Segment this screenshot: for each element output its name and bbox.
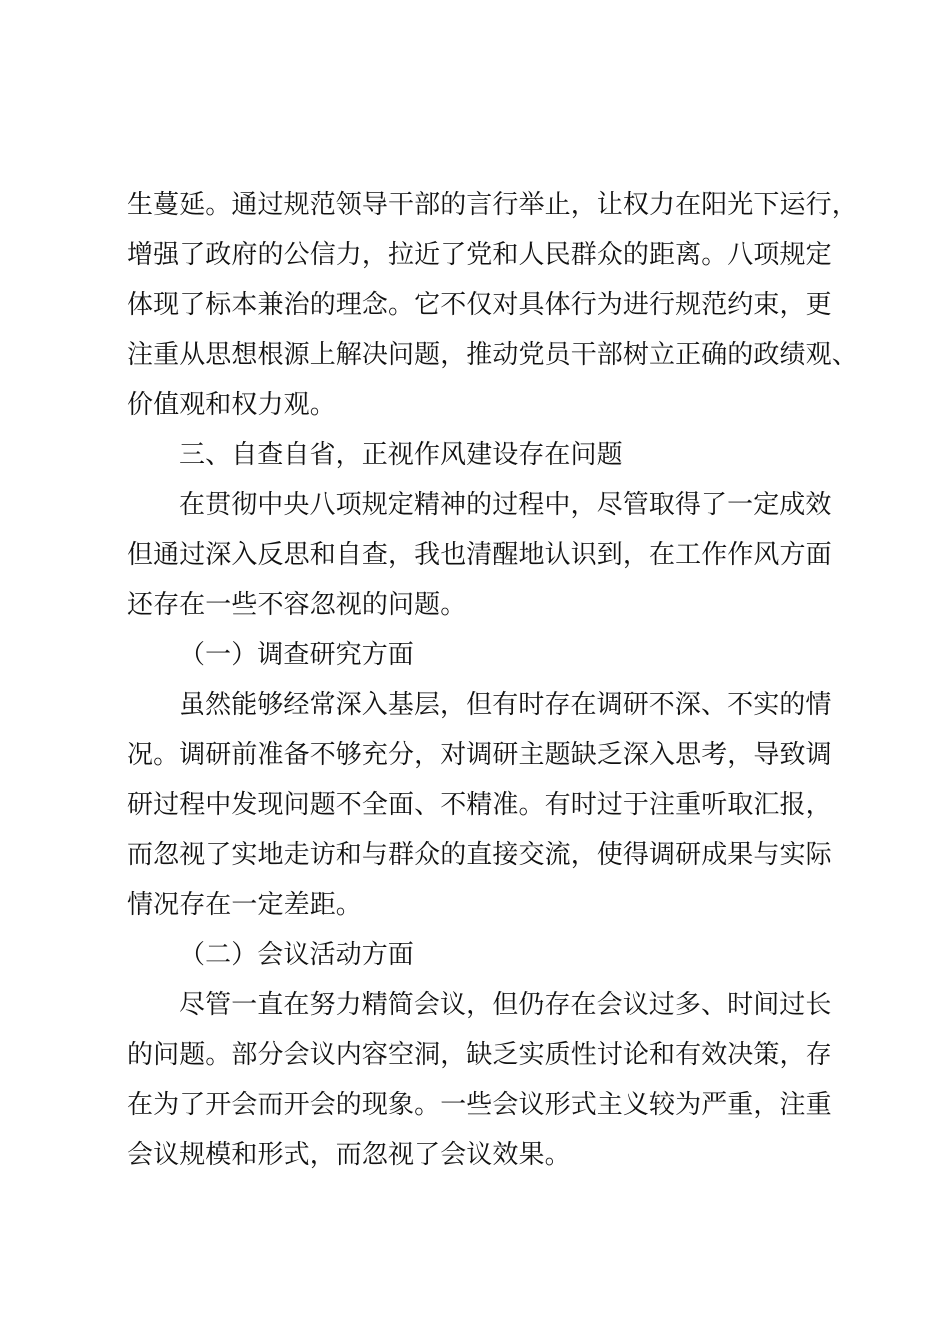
body-line: 在为了开会而开会的现象。一些会议形式主义较为严重，注重 [127,1090,832,1120]
body-line: 虽然能够经常深入基层，但有时存在调研不深、不实的情 [179,690,832,720]
body-line: 价值观和权力观。 [127,390,336,420]
body-line: 会议规模和形式，而忽视了会议效果。 [127,1140,571,1170]
body-line: 尽管一直在努力精简会议，但仍存在会议过多、时间过长 [179,990,832,1020]
document-body [127,180,858,1180]
subsection-heading: （一）调查研究方面 [179,640,414,670]
body-line: 的问题。部分会议内容空洞，缺乏实质性讨论和有效决策，存 [127,1040,832,1070]
body-line: 况。调研前准备不够充分，对调研主题缺乏深入思考，导致调 [127,740,832,770]
body-line: 还存在一些不容忽视的问题。 [127,590,467,620]
body-line: 在贯彻中央八项规定精神的过程中，尽管取得了一定成效 [179,490,832,520]
body-line: 体现了标本兼治的理念。它不仅对具体行为进行规范约束，更 [127,290,832,320]
body-line: 但通过深入反思和自查，我也清醒地认识到，在工作作风方面 [127,540,832,570]
subsection-heading: （二）会议活动方面 [179,940,414,970]
section-heading: 三、自查自省，正视作风建设存在问题 [179,440,623,470]
body-line: 情况存在一定差距。 [127,890,362,920]
body-line: 而忽视了实地走访和与群众的直接交流，使得调研成果与实际 [127,840,832,870]
body-line: 生蔓延。通过规范领导干部的言行举止，让权力在阳光下运行， [127,190,858,220]
body-line: 研过程中发现问题不全面、不精准。有时过于注重听取汇报， [127,790,832,820]
body-line: 注重从思想根源上解决问题，推动党员干部树立正确的政绩观、 [127,340,858,370]
body-line: 增强了政府的公信力，拉近了党和人民群众的距离。八项规定 [127,240,832,270]
